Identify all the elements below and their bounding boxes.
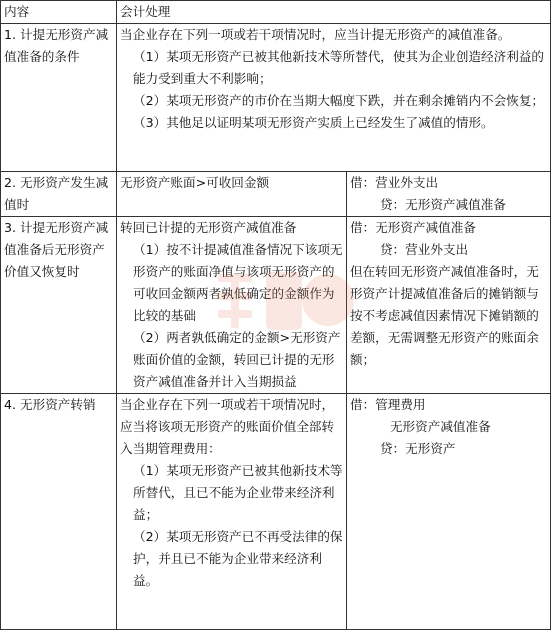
row3-credit: 贷：营业外支出 bbox=[379, 242, 469, 257]
row1-body bbox=[117, 24, 551, 172]
row4-mid-2: （1）某项无形资产已被其他新技术等所替代，且已不能为企业带来经济利益； bbox=[133, 463, 343, 522]
row4-right bbox=[346, 394, 550, 630]
row1-title: 1. 计提无形资产减值准备的条件 bbox=[1, 24, 117, 172]
table-row bbox=[1, 394, 551, 630]
row4-debit-2: 无形资产减值准备 bbox=[389, 419, 491, 434]
row3-right bbox=[346, 217, 550, 394]
header-row bbox=[1, 1, 551, 24]
header-content: 内容 bbox=[1, 1, 117, 24]
row3-title: 3. 计提无形资产减值准备后无形资产价值又恢复时 bbox=[1, 217, 117, 394]
row3-middle bbox=[117, 217, 347, 394]
row4-debit: 借：管理费用 bbox=[349, 397, 426, 412]
row1-line-2: （1）某项无形资产已被其他新技术等所替代，使其为企业创造经济利益的能力受到重大不利影响； bbox=[133, 49, 545, 86]
row3-note: 但在转回无形资产减值准备时，无形资产计提减值准备后的摊销额与按不考虑减值因素情况下摊销额的差额，无需调整无形资产的账面余额； bbox=[349, 264, 539, 367]
row4-middle bbox=[117, 394, 347, 630]
row2-right bbox=[346, 172, 550, 217]
row4-credit: 贷：无形资产 bbox=[379, 441, 456, 456]
row1-line-4: （3）其他足以证明某项无形资产实质上已经发生了减值的情形。 bbox=[133, 115, 494, 130]
table-row bbox=[1, 24, 551, 172]
header-accounting: 会计处理 bbox=[117, 1, 551, 24]
row3-mid-2: （1）按不计提减值准备情况下该项无形资产的账面净值与该项无形资产的可收回金额两者孰低确定的金额作为比较的基础 bbox=[133, 242, 343, 323]
row3-mid-1: 转回已计提的无形资产减值准备 bbox=[120, 220, 297, 235]
row4-mid-1: 当企业存在下列一项或若干项情况时，应当将该项无形资产的账面价值全部转入当期管理费用： bbox=[120, 397, 335, 456]
row1-line-3: （2）某项无形资产的市价在当期大幅度下跌，并在剩余摊销内不会恢复； bbox=[133, 93, 545, 108]
row2-title: 2. 无形资产发生减值时 bbox=[1, 172, 117, 217]
row4-title: 4. 无形资产转销 bbox=[1, 394, 117, 630]
table-row bbox=[1, 172, 551, 217]
row2-debit: 借：营业外支出 bbox=[349, 175, 439, 190]
table-row bbox=[1, 217, 551, 394]
row1-line-1: 当企业存在下列一项或若干项情况时，应当计提无形资产的减值准备。 bbox=[120, 27, 511, 42]
row3-debit: 借：无形资产减值准备 bbox=[349, 220, 476, 235]
row2-middle: 无形资产账面>可收回金额 bbox=[117, 172, 347, 217]
row3-mid-3: （2）两者孰低确定的金额>无形资产账面价值的金额，转回已计提的无形资产减值准备并计入当期损益 bbox=[133, 330, 341, 389]
row4-mid-3: （2）某项无形资产已不再受法律的保护，并且已不能为企业带来经济利益。 bbox=[133, 529, 343, 588]
row2-credit: 贷：无形资产减值准备 bbox=[379, 197, 506, 212]
